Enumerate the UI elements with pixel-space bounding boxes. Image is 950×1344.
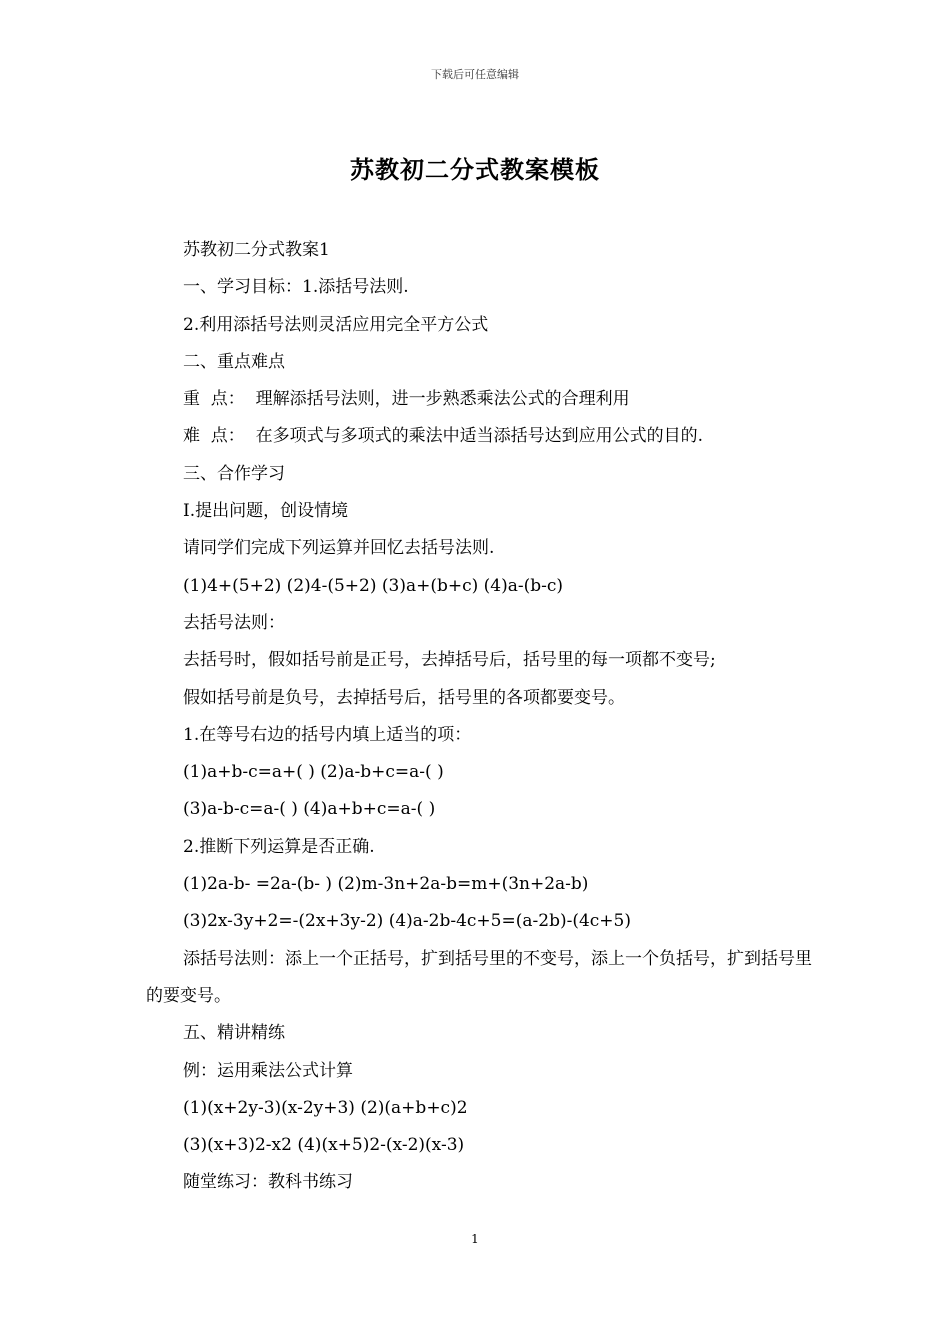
text-line: 请同学们完成下列运算并回忆去括号法则.: [183, 538, 495, 559]
text-line: Ⅰ.提出问题，创设情境: [183, 501, 349, 522]
text-line: (3)2x-3y+2=-(2x+3y-2) (4)a-2b-4c+5=(a-2b)-(4c+5): [183, 911, 631, 932]
document-body: [146, 232, 814, 1202]
text-line: 一、学习目标：1.添括号法则.: [183, 277, 409, 298]
header-note: 下载后可任意编辑: [431, 68, 519, 81]
document-title: 苏教初二分式教案模板: [350, 155, 600, 184]
text-line: 五、精讲精练: [183, 1023, 285, 1044]
text-line: 随堂练习：教科书练习: [183, 1172, 353, 1193]
text-line: 难 点： 在多项式与多项式的乘法中适当添括号达到应用公式的目的.: [183, 426, 704, 447]
text-line: (1)a+b-c=a+( ) (2)a-b+c=a-( ): [183, 762, 444, 783]
text-line: 苏教初二分式教案1: [183, 240, 330, 260]
text-line: 三、合作学习: [183, 463, 285, 484]
text-line: (3)(x+3)2-x2 (4)(x+5)2-(x-2)(x-3): [183, 1135, 465, 1156]
text-line: (1)2a-b- =2a-(b- ) (2)m-3n+2a-b=m+(3n+2a-b): [183, 874, 589, 895]
text-line: 去括号法则：: [183, 612, 285, 633]
text-line: 假如括号前是负号，去掉括号后，括号里的各项都要变号。: [183, 687, 625, 708]
text-line: (1)4+(5+2) (2)4-(5+2) (3)a+(b+c) (4)a-(b-c): [183, 575, 564, 596]
text-line: 二、重点难点: [183, 351, 285, 372]
text-line: 去括号时，假如括号前是正号，去掉括号后，括号里的每一项都不变号;: [183, 650, 716, 671]
rule-paragraph: 添括号法则：添上一个正括号，扩到括号里的不变号，添上一个负括号，扩到括号里的要变号。: [146, 948, 812, 1006]
text-line: 2.利用添括号法则灵活应用完全平方公式: [183, 314, 489, 335]
text-line: (3)a-b-c=a-( ) (4)a+b+c=a-( ): [183, 799, 436, 820]
page-number: 1: [471, 1232, 479, 1246]
text-line: 例：运用乘法公式计算: [183, 1060, 353, 1081]
text-line: 重 点： 理解添括号法则，进一步熟悉乘法公式的合理利用: [183, 389, 630, 410]
text-line: (1)(x+2y-3)(x-2y+3) (2)(a+b+c)2: [183, 1097, 468, 1118]
text-line: 1.在等号右边的括号内填上适当的项：: [183, 724, 472, 745]
text-line: 2.推断下列运算是否正确.: [183, 836, 375, 857]
